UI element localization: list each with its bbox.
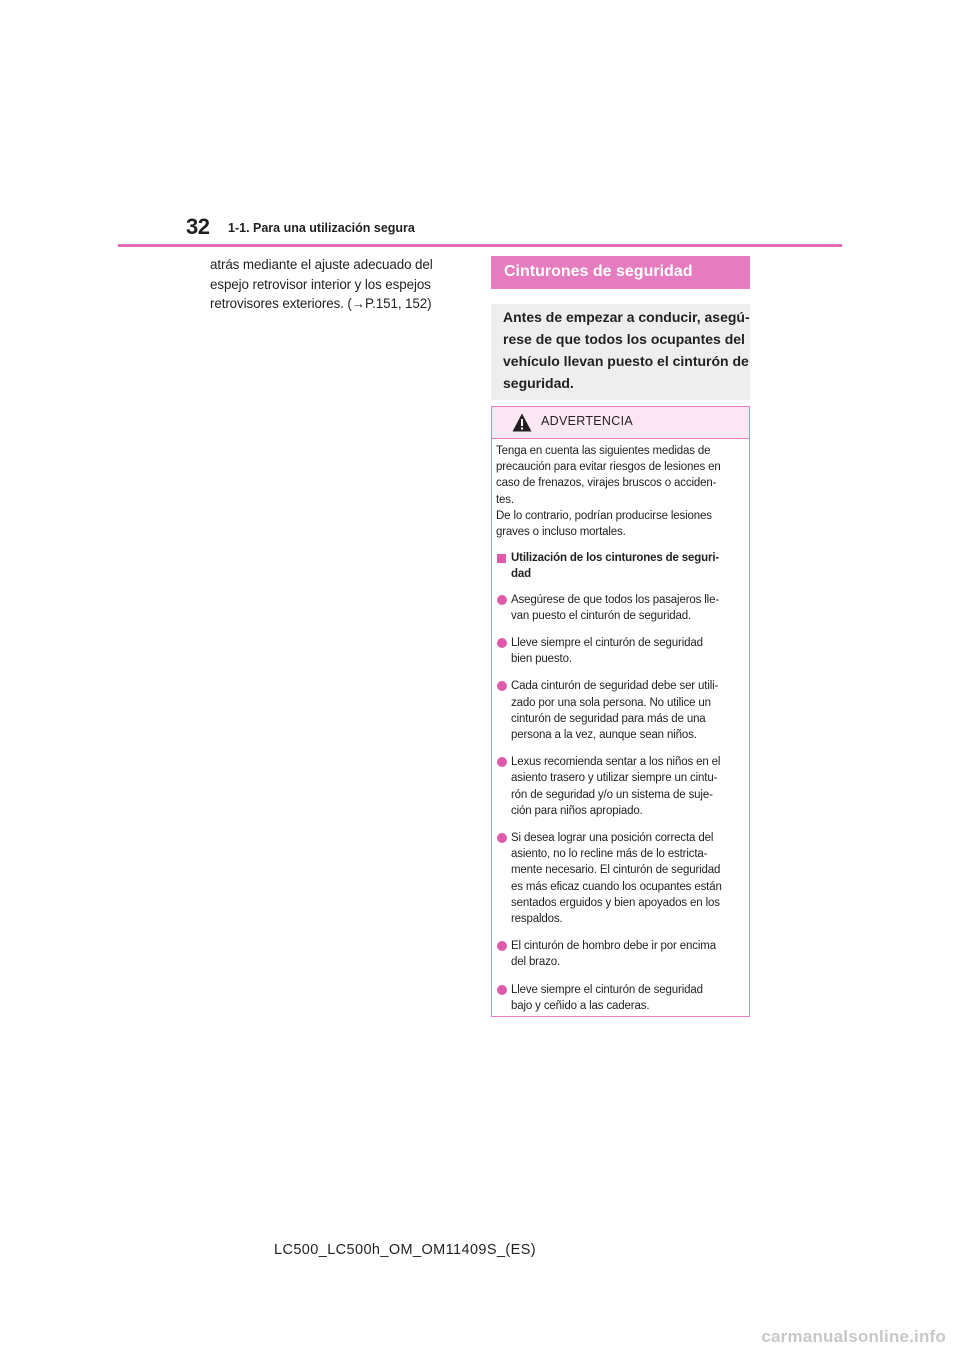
round-bullet-icon	[497, 941, 507, 951]
warning-box	[491, 406, 750, 1017]
intro-box	[491, 304, 750, 400]
warning-intro-line: Tenga en cuenta las siguientes medidas de	[496, 445, 711, 457]
bullet-line: cinturón de seguridad para más de una	[511, 712, 706, 725]
bullet-line: El cinturón de hombro debe ir por encima	[511, 940, 716, 953]
bullet-line: rón de seguridad y/o un sistema de suje-	[511, 788, 713, 801]
warning-triangle-icon	[512, 413, 532, 432]
watermark-link[interactable]: carmanualsonline.info	[761, 1327, 946, 1346]
paragraph-line: espejo retrovisor interior y los espejos	[210, 276, 431, 292]
warning-header	[492, 407, 749, 439]
round-bullet-icon	[497, 985, 507, 995]
bullet-line: del brazo.	[511, 956, 561, 969]
bullet-line: asiento trasero y utilizar siempre un cintu-	[511, 772, 718, 785]
subheading-line: Utilización de los cinturones de seguri-	[511, 552, 720, 565]
bullet-item	[496, 938, 743, 970]
bullet-line: ción para niños apropiado.	[511, 804, 643, 817]
bullet-line: van puesto el cinturón de seguridad.	[511, 609, 692, 622]
intro-line: Antes de empezar a conducir, asegú-	[503, 309, 750, 325]
warning-intro-line: De lo contrario, podrían producirse lesiones	[496, 509, 712, 522]
bullet-line: Lexus recomienda sentar a los niños en el	[511, 756, 721, 769]
header-rule	[118, 244, 842, 247]
bullet-item	[496, 830, 743, 927]
paragraph-line: atrás mediante el ajuste adecuado del	[210, 257, 433, 272]
warning-intro-line: tes.	[496, 493, 514, 506]
round-bullet-icon	[497, 595, 507, 605]
bullet-item	[496, 635, 743, 667]
section-title: 1-1. Para una utilización segura	[228, 221, 415, 235]
bullet-line: asiento, no lo recline más de lo estricta-	[511, 848, 708, 861]
bullet-line: Si desea lograr una posición correcta del	[511, 832, 714, 845]
bullet-line: zado por una sola persona. No utilice un	[511, 696, 711, 709]
bullet-line: persona a la vez, aunque sean niños.	[511, 729, 697, 742]
bullet-item	[496, 754, 743, 819]
bullet-item	[496, 592, 743, 624]
section-heading: Cinturones de seguridad	[491, 256, 750, 289]
round-bullet-icon	[497, 681, 507, 691]
bullet-line: Lleve siempre el cinturón de seguridad	[511, 983, 703, 996]
bullet-line: bajo y ceñido a las caderas.	[511, 999, 650, 1012]
warning-subheading	[496, 550, 743, 582]
warning-intro	[496, 443, 743, 540]
page-number: 32	[186, 214, 210, 239]
left-paragraph	[210, 255, 460, 314]
bullet-line: bien puesto.	[511, 653, 572, 666]
bullet-line: Asegúrese de que todos los pasajeros lle-	[511, 593, 720, 606]
warning-intro-line: caso de frenazos, virajes bruscos o acciden-	[496, 477, 717, 490]
subheading-line: dad	[511, 568, 531, 581]
manual-code: LC500_LC500h_OM_OM11409S_(ES)	[274, 1242, 537, 1258]
intro-line: seguridad.	[503, 375, 574, 391]
warning-body	[492, 439, 749, 1014]
bullet-line: respaldos.	[511, 913, 563, 926]
bullet-item	[496, 678, 743, 743]
intro-line: vehículo llevan puesto el cinturón de	[503, 353, 749, 369]
bullet-line: sentados erguidos y bien apoyados en los	[511, 896, 720, 909]
warning-intro-line: graves o incluso mortales.	[496, 526, 626, 539]
bullet-line: Cada cinturón de seguridad debe ser utili-	[511, 680, 719, 693]
bullet-line: mente necesario. El cinturón de seguridad	[511, 864, 721, 877]
bullet-item	[496, 982, 743, 1014]
bullet-line: Lleve siempre el cinturón de seguridad	[511, 637, 703, 650]
bullet-line: es más eficaz cuando los ocupantes están	[511, 880, 722, 893]
round-bullet-icon	[497, 757, 507, 767]
paragraph-line: retrovisores exteriores. (→P.151, 152)	[210, 296, 432, 311]
warning-intro-line: precaución para evitar riesgos de lesiones en	[496, 461, 721, 474]
round-bullet-icon	[497, 833, 507, 843]
round-bullet-icon	[497, 638, 507, 648]
square-bullet-icon	[497, 554, 506, 563]
intro-line: rese de que todos los ocupantes del	[503, 331, 745, 347]
warning-label: ADVERTENCIA	[541, 414, 633, 428]
